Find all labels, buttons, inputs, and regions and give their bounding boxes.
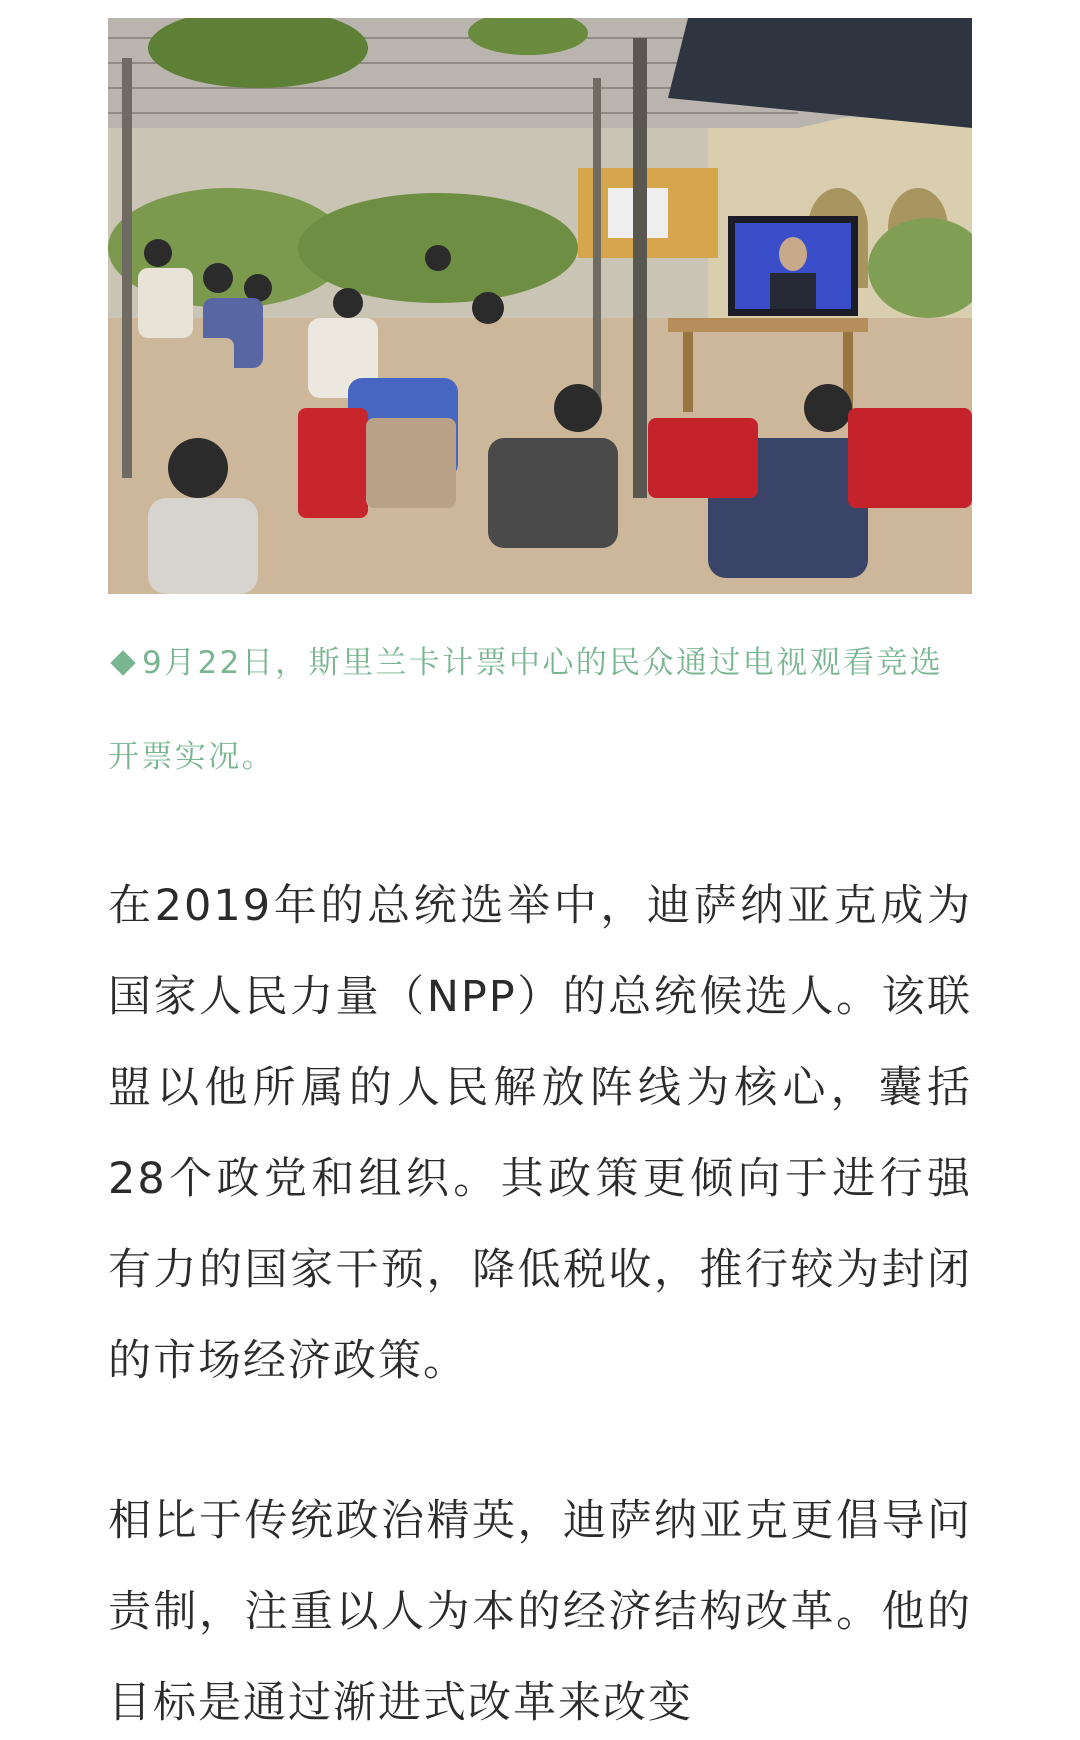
caption-text: 9月22日，斯里兰卡计票中心的民众通过电视观看竞选开票实况。 bbox=[108, 645, 944, 775]
news-photo[interactable] bbox=[108, 18, 972, 594]
article-content bbox=[108, 0, 972, 1740]
photo-icon bbox=[108, 18, 972, 594]
article-paragraph: 相比于传统政治精英，迪萨纳亚克更倡导问责制，注重以人为本的经济结构改革。他的目标是通过渐进式改革来改变 bbox=[108, 1496, 972, 1728]
photo-caption bbox=[108, 616, 972, 804]
diamond-icon bbox=[110, 650, 135, 675]
article-paragraph: 在2019年的总统选举中，迪萨纳亚克成为国家人民力量（NPP）的总统候选人。该联盟以他所属的人民解放阵线为核心，囊括28个政党和组织。其政策更倾向于进行强有力的国家干预，降低税收，推行较为封闭的市场经济政策。 bbox=[108, 881, 972, 1386]
